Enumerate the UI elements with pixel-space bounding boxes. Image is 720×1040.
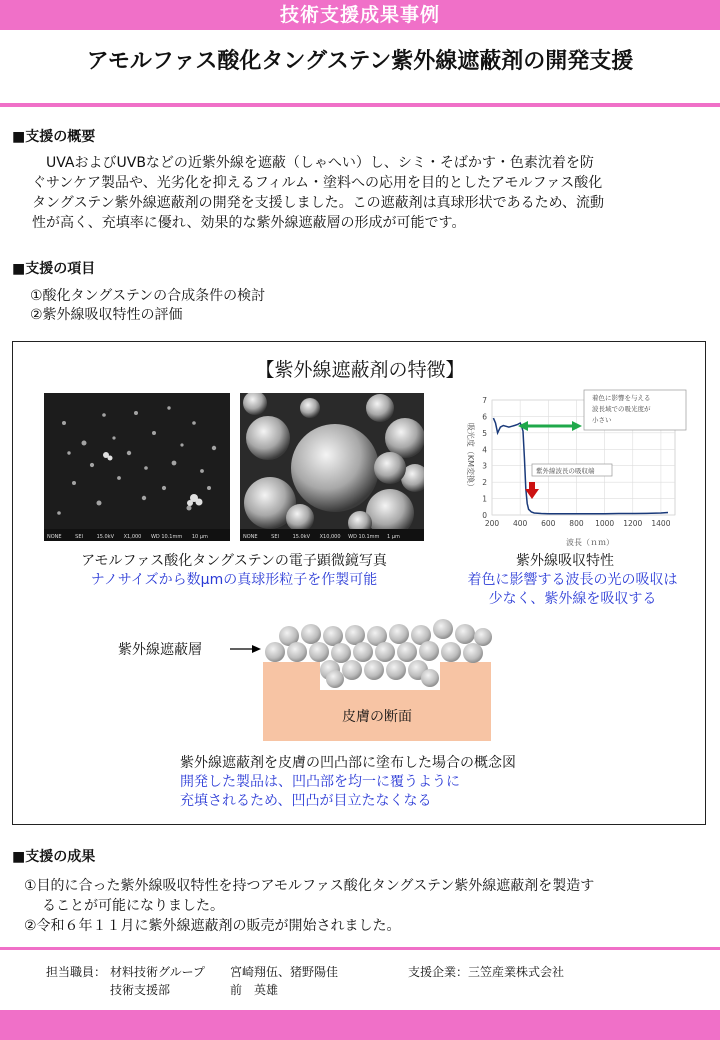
sem-label: 15.0kV xyxy=(292,534,311,540)
staff-names-2: 前 英雄 xyxy=(230,983,279,997)
y-tick-label: 3 xyxy=(482,461,487,471)
results-line: ②令和６年１１月に紫外線遮蔽剤の販売が開始されました。 xyxy=(24,918,401,934)
sem-label: X10,000 xyxy=(319,534,341,540)
y-tick-label: 6 xyxy=(482,412,487,422)
annotation-text: 着色に影響を与える xyxy=(592,394,651,402)
annotation-text: 小さい xyxy=(592,416,612,424)
sem-note: ナノサイズから数μmの真球形粒子を作製可能 xyxy=(90,572,378,588)
absorb-caption: 紫外線吸収特性 xyxy=(516,553,614,569)
sem-label: SEI xyxy=(271,534,279,540)
y-tick-label: 0 xyxy=(482,511,487,520)
annotation-text: 波長域での吸光度が xyxy=(592,405,651,413)
concept-note-line: 充填されるため、凹凸が目立たなくなる xyxy=(180,793,432,809)
overview-text xyxy=(32,153,692,233)
x-tick-label: 1200 xyxy=(623,519,643,528)
x-tick-label: 400 xyxy=(512,519,528,528)
sem-label: 15.0kV xyxy=(96,534,115,540)
list-item: ②紫外線吸収特性の評価 xyxy=(30,307,183,323)
skin-label: 皮膚の断面 xyxy=(342,709,412,725)
sem-label: WD 10.1mm xyxy=(348,534,380,540)
y-tick-label: 4 xyxy=(482,445,487,455)
x-tick-label: 1000 xyxy=(595,519,615,528)
y-tick-label: 5 xyxy=(482,428,487,438)
annotation-text: 紫外線波長の吸収端 xyxy=(536,467,595,475)
x-tick-label: 600 xyxy=(541,519,556,528)
feature-title: 【紫外線遮蔽剤の特徴】 xyxy=(255,359,465,381)
sem-label: NONE xyxy=(47,534,62,540)
x-axis-label: 波長（ｎｍ） xyxy=(566,538,614,547)
company-label: 支援企業：三笠産業株式会社 xyxy=(408,965,565,979)
y-tick-label: 7 xyxy=(482,396,487,405)
staff-dept-2: 技術支援部 xyxy=(110,983,171,997)
sem-label: 10 µm xyxy=(191,534,208,540)
page-title: アモルファス酸化タングステン紫外線遮蔽剤の開発支援 xyxy=(86,49,634,74)
items-heading: ■支援の項目 xyxy=(12,261,96,277)
results-line: ることが可能になりました。 xyxy=(42,898,224,914)
sem-particles-small xyxy=(44,393,230,541)
y-axis-label: 吸光度（KM変換） xyxy=(466,422,475,492)
x-tick-label: 1400 xyxy=(651,519,671,528)
y-tick-label: 1 xyxy=(482,494,487,504)
absorption-chart xyxy=(450,385,690,550)
sem-label: SEI xyxy=(75,534,83,540)
staff-names-1: 宮崎翔伍、猪野陽佳 xyxy=(230,965,339,979)
staff-dept-1: 材料技術グループ xyxy=(110,965,206,979)
top-banner xyxy=(0,0,720,30)
banner-label: 技術支援成果事例 xyxy=(279,4,440,26)
overview-heading: ■支援の概要 xyxy=(12,129,96,145)
arrow-to-layer xyxy=(230,645,261,653)
absorb-note xyxy=(440,571,705,609)
layer-label: 紫外線遮蔽層 xyxy=(118,642,202,658)
concept-note xyxy=(180,773,460,811)
absorb-note-line: 少なく、紫外線を吸収する xyxy=(488,591,657,607)
y-tick-label: 2 xyxy=(482,478,487,488)
sem-label: WD 10.1mm xyxy=(150,534,183,540)
concept-note-line: 開発した製品は、凹凸部を均一に覆うように xyxy=(180,774,460,790)
absorb-note-line: 着色に影響する波長の光の吸収は xyxy=(467,572,678,588)
concept-caption: 紫外線遮蔽剤を皮膚の凹凸部に塗布した場合の概念図 xyxy=(180,755,516,771)
sem-label: NONE xyxy=(243,534,258,540)
x-tick-label: 200 xyxy=(484,519,500,528)
overview-line: 性が高く、充填率に優れ、効果的な紫外線遮蔽層の形成が可能です。 xyxy=(32,215,466,231)
x-tick-label: 800 xyxy=(569,519,584,528)
y-tick-labels xyxy=(482,396,487,520)
overview-line: タングステン紫外線遮蔽剤の開発を支援しました。この遮蔽剤は真球形状であるため、流動 xyxy=(32,195,605,211)
overview-line: UVAおよびUVBなどの近紫外線を遮蔽（しゃへい）し、シミ・そばかす・色素沈着を防 xyxy=(46,155,594,171)
results-line: ①目的に合った紫外線吸収特性を持つアモルファス酸化タングステン紫外線遮蔽剤を製造す xyxy=(24,878,595,894)
results-heading: ■支援の成果 xyxy=(12,849,96,865)
x-tick-labels xyxy=(485,519,671,528)
sem-label: X1,000 xyxy=(123,534,142,540)
sem-photo-high-mag xyxy=(240,393,424,541)
staff-label: 担当職員： xyxy=(46,965,107,979)
sem-particles-large xyxy=(240,393,424,541)
sem-caption: アモルファス酸化タングステンの電子顕微鏡写真 xyxy=(81,553,387,569)
overview-line: ぐサンケア製品や、光劣化を抑えるフィルム・塗料への応用を目的としたアモルファス酸化 xyxy=(32,175,603,191)
sem-photo-low-mag xyxy=(44,393,230,541)
bottom-banner xyxy=(0,1010,720,1040)
title-divider xyxy=(0,103,720,107)
footer-divider xyxy=(0,947,720,950)
list-item: ①酸化タングステンの合成条件の検討 xyxy=(30,288,266,304)
results-text xyxy=(24,876,684,936)
sem-label: 1 µm xyxy=(387,534,400,540)
